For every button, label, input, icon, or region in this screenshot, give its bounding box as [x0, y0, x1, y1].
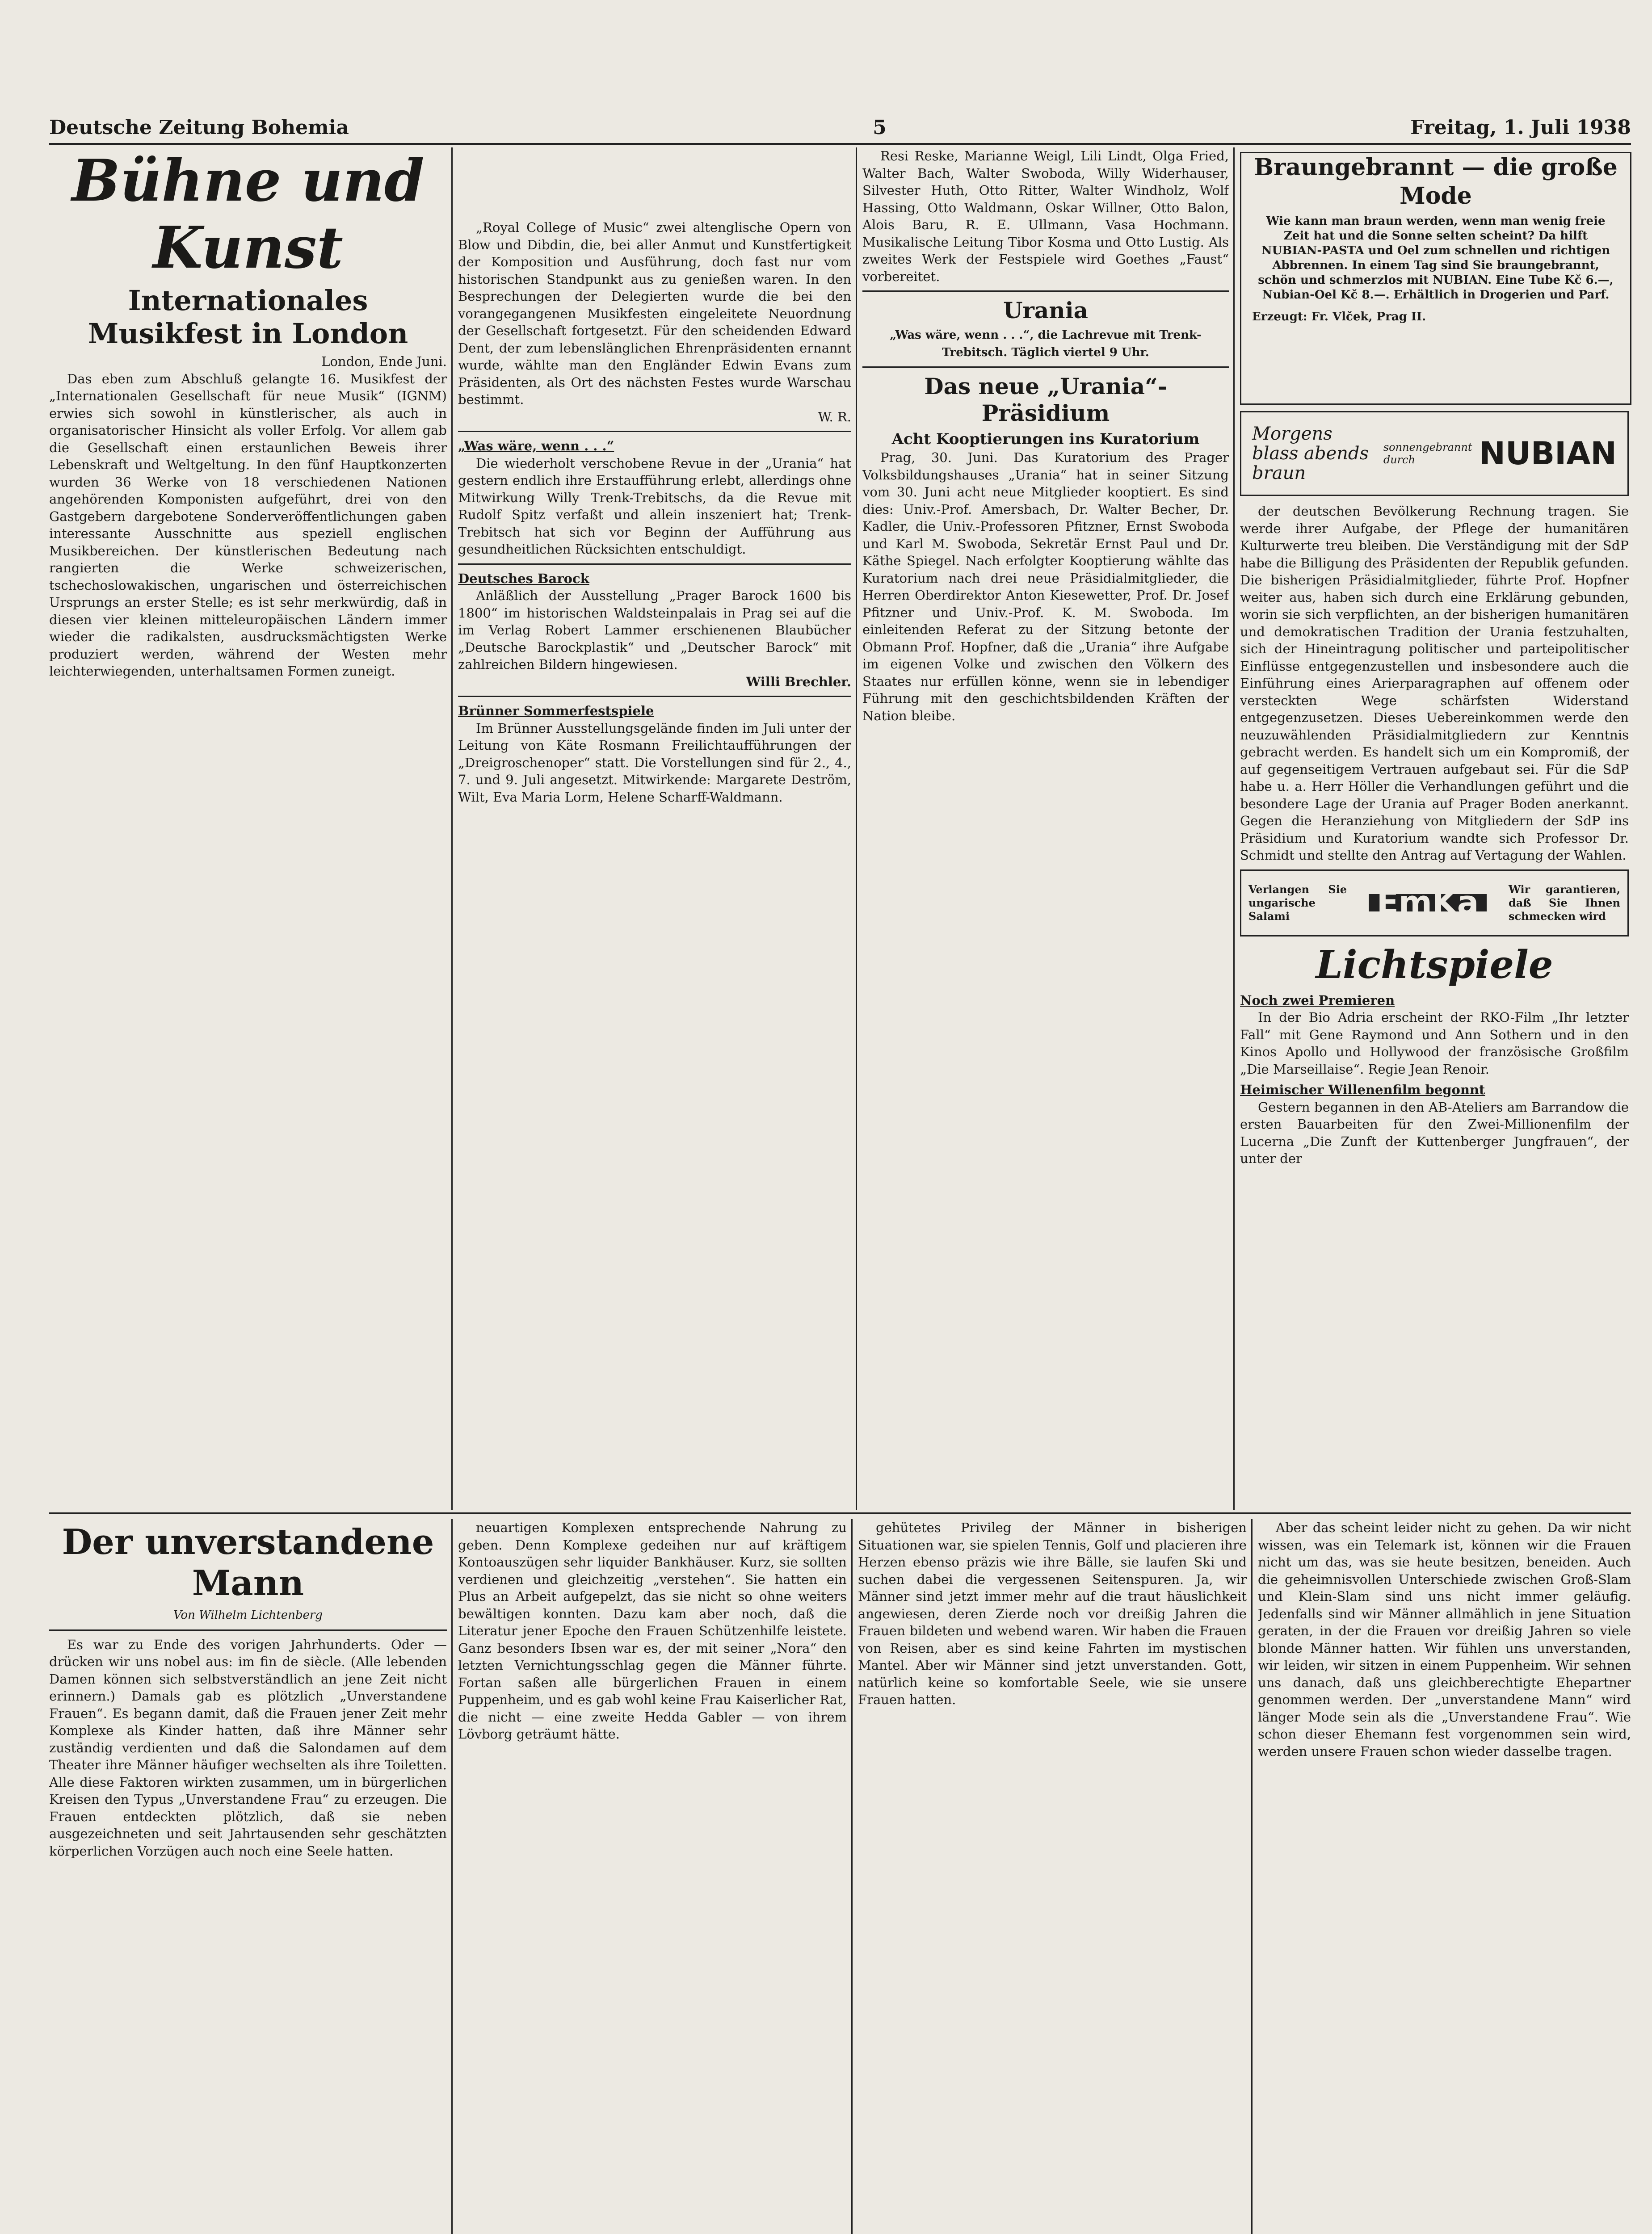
ad-maker: Erzeugt: Fr. Vlček, Prag II. [1252, 310, 1426, 323]
article-body-praesidium-continued: der deutschen Bevölkerung Rechnung tragen. Sie werde ihrer Aufgabe, der Pflege der humanitären Kulturwerte treu bleiben. Die Verständigung mit der SdP habe die Billigung des Präsidenten der Republik gefunden. Die bisherigen Präsidialmitglieder, führte Prof. Hopfner weiter aus, haben sich durch eine Erklärung gebunden, worin sie sich verpflichten, an der bisherigen humanitären und demokratischen Tradition der Urania festzuhalten, sich der Hineintragung politischer und parteipolitischer Einflüsse entgegenzustellen und insbesondere auch die Einführung eines Arierparagraphen auf offenem oder versteckten Wege schärfsten Widerstand entgegenzusetzen. Dieses Uebereinkommen werde den neuzuwählenden Präsidialmitgliedern zur Kenntnis gebracht werden. Es handelt sich um ein Kompromiß, der auf gegenseitigem Vertrauen aufgebaut sei. Für die SdP habe u. a. Herr Höller die Verhandlungen geführt und die besondere Lage der Urania auf Prager Boden anerkannt. Gegen die Heranziehung von Mitgliedern der SdP ins Präsidium und Kuratorium wandte sich Professor Dr. Schmidt und stellte den Antrag auf Vertagung der Wahlen. [1240, 504, 1629, 863]
feuilleton-column-d [1258, 1519, 1631, 2234]
headline-urania: Urania [1003, 297, 1089, 323]
ad-emka-right: Wir garantieren, daß Sie Ihnen schmecken wird [1509, 882, 1620, 923]
divider [862, 290, 1229, 292]
dateline: London, Ende Juni. [321, 354, 447, 369]
urania-notice: „Was wäre, wenn . . .“, die Lachrevue mit Trenk-Trebitsch. Täglich viertel 9 Uhr. [890, 328, 1202, 359]
feuilleton-text-d: Aber das scheint leider nicht zu gehen. Da wir nicht wissen, was ein Telemark ist, können wir die Frauen nicht um das, was sie heute besitzen, beneiden. Auch die geheimnisvollen Unterschiede zwischen Groß-Slam und Klein-Slam sind uns nicht immer geläufig. Jedenfalls sind wir Männer allmählich in jene Situation geraten, in der die Frauen vor dreißig Jahren so viele blonde Männer hatten. Wir fühlen uns unverstanden, wir leiden, wir sitzen in einem Puppenheim. Wir sehnen uns danach, daß uns gleichberechtigte Ehepartner genommen werden. Der „unverstandene Mann“ wird länger Mode sein als die „Unverstandene Frau“. Wie schon dieser Ehemann fest vorgenommen sein wird, werden unsere Frauen schon wieder dasselbe tragen. [1258, 1520, 1631, 1759]
page-number: 5 [873, 116, 887, 139]
column-divider [856, 147, 857, 1510]
article-title-musikfest: Internationales Musikfest in London [88, 284, 408, 350]
section-divider [49, 1512, 1631, 1514]
article-body-heimat: Gestern begannen in den AB-Ateliers am Barrandow die ersten Bauarbeiten für den Zwei-Millionenfilm der Lucerna „Die Zunft der Kuttenberger Jungfrauen“, der unter der [1240, 1099, 1629, 1166]
issue-date: Freitag, 1. Juli 1938 [1410, 116, 1631, 139]
feuilleton-column-b [458, 1519, 847, 2234]
headline-praesidium: Das neue „Urania“-Präsidium [924, 373, 1167, 426]
article-body-barock: Anläßlich der Ausstellung „Prager Barock 1600 bis 1800“ im historischen Waldsteinpalais in Prag sei auf die im Verlag Robert Lammer erschienenen Blaubücher „Deutsche Barockplastik“ und „Deutscher Barock“ mit zahlreichen Bildern hingewiesen. [458, 588, 851, 672]
headline-premieren: Noch zwei Premieren [1240, 992, 1395, 1008]
feuilleton-text-a: Es war zu Ende des vorigen Jahrhunderts. Oder — drücken wir uns nobel aus: im fin de siècle. (Alle lebenden Damen können sich selbstverständlich an jene Zeit nicht erinnern.) Damals gab es plötzlich „Unverstandene Frauen“. Es begann damit, daß die Frauen jener Zeit mehr Komplexe als Kinder hatten, daß ihre Männer sehr zuständig verdienten und daß die Salondamen auf dem Theater ihre Männer häufiger wechselten als ihre Toiletten. Alle diese Faktoren wirkten zusammen, um in bürgerlichen Kreisen den Typus „Unverstandene Frau“ zu erzeugen. Die Frauen entdeckten plötzlich, daß sie neben ausgezeichneten und seit Jahrtausenden sehr geschätzten körperlichen Vorzügen auch noch eine Seele hatten. [49, 1637, 447, 1859]
column-2 [458, 219, 851, 1506]
subheadline-praesidium: Acht Kooptierungen ins Kuratorium [891, 430, 1200, 448]
article-body-revue: Die wiederholt verschobene Revue in der „Urania“ hat gestern endlich ihre Erstaufführung erlebt, allerdings ohne Mitwirkung Willy Trenk-Trebitschs, da die Revue mit Rudolf Spitz verfaßt und allein inszeniert hat; Trenk-Trebitsch hat sich vor Beginn der Aufführung aus gesundheitlichen Rücksichten entschuldigt. [458, 455, 851, 557]
feuilleton-column-c [858, 1519, 1247, 2234]
ad-emka-brand: EmKa [1369, 894, 1487, 911]
divider [862, 366, 1229, 368]
feuilleton-title: Der unverstandene Mann [62, 1522, 434, 1604]
divider [49, 1629, 447, 1631]
article-body-musikfest: Das eben zum Abschluß gelangte 16. Musikfest der „Internationalen Gesellschaft für neue Musik“ (IGNM) erwies sich sowohl in künstlerischer, als auch in organisatorischer Hinsicht als voller Erfolg. Vor allem gab die Gesellschaft einen erstaunlichen Beweis ihrer Lebenskraft und Weltgeltung. In den fünf Hauptkonzerten wurden 36 Werke von 18 verschiedenen Nationen angehörenden Komponisten aufgeführt, drei von den Gastgebern dargebotene Sonderveröffentlichungen gaben interessante Ausschnitte aus speziell englischen Musikbereichen. Der künstlerischen Bedeutung nach rangierten die Werke schweizerischen, tschechoslowakischen, ungarischen und österreichischen Ursprungs an erster Stelle; es ist sehr merkwürdig, daß in diesen vier kleinen mitteleuropäischen Ländern immer wieder die radikalsten, ausdrucksmächtigsten Werke produziert werden, während der Westen mehr leichterwiegenden, unterhaltsamen Formen zuneigt. [49, 371, 447, 679]
signature-wr: W. R. [818, 409, 851, 424]
masthead [49, 112, 1631, 145]
column-divider [1233, 147, 1235, 1510]
feuilleton-author: Von Wilhelm Lichtenberg [173, 1608, 323, 1622]
feuilleton-text-b: neuartigen Komplexen entsprechende Nahrung zu geben. Denn Komplexe gedeihen nur auf kräftigem Kontoauszügen sehr liquider Bankhäuser. Kurz, sie sollten verdienen und gleichzeitig „verstehen“. Sie hatten ein Plus an Arbeit aufgepelzt, das sie nicht so ohne weiters bewältigen konnten. Dazu kam aber noch, daß die Literatur jener Epoche den Frauen Schützenhilfe leistete. Ganz besonders Ibsen war es, der mit seiner „Nora“ den letzten Vernichtungsschlag gegen die Männer führte. Fortan saßen alle bürgerlichen Frauen in einem Puppenheim, und es gab wohl keine Frau Kaiserlicher Rat, die nicht — eine zweite Hedda Gabler — von ihrem Lövborg geträumt hätte. [458, 1520, 847, 1742]
divider [458, 431, 851, 432]
section-title: Bühne und Kunst [71, 147, 425, 281]
headline-heimat: Heimischer Willenenfilm begonnt [1240, 1082, 1485, 1097]
ad-brand: NUBIAN [1479, 435, 1617, 472]
ad-nubian-text [1240, 152, 1631, 405]
signature-brechler: Willi Brechler. [746, 674, 851, 689]
ad-tagline: sonnengebrannt durch [1383, 441, 1472, 466]
article-body-brno: Im Brünner Ausstellungsgelände finden im Juli unter der Leitung von Käte Rosmann Freilichtaufführungen der „Dreigroschenoper“ statt. Die Vorstellungen sind für 2., 4., 7. und 9. Juli angesetzt. Mitwirkende: Margarete Deström, Wilt, Eva Maria Lorm, Helene Scharff-Waldmann. [458, 720, 851, 805]
column-1 [49, 147, 447, 1506]
divider [458, 563, 851, 565]
article-body-praesidium: Prag, 30. Juni. Das Kuratorium des Prager Volksbildungshauses „Urania“ hat in seiner Sitzung vom 30. Juni acht neue Mitglieder kooptiert. Es sind dies: Univ.-Prof. Amersbach, Dr. Walter Becher, Dr. Kadler, die Univ.-Professoren Pfitzner, Ernst Swoboda und Karl M. Swoboda, Sekretär Ernst Paul und Dr. Käthe Spiegel. Nach erfolgter Kooptierung wählte das Kuratorium nach drei neue Präsidialmitglieder, die Herren Oberdirektor Anton Kiesewetter, Prof. Dr. Josef Pfitzner und Univ.-Prof. K. M. Swoboda. Im einleitenden Referat zu der Sitzung betonte der Obmann Prof. Hopfner, daß die „Urania“ ihre Aufgabe im eigenen Volke und zwischen den Völkern des Staates nur erfüllen könne, wenn sie in lebendiger Führung mit den geschichtsbildenden Kräften der Nation bleibe. [862, 450, 1229, 723]
ad-title: Braungebrannt — die große Mode [1254, 154, 1618, 210]
ad-script: Morgens blass abends braun [1252, 424, 1369, 483]
ad-emka-left: Verlangen Sie ungarische Salami [1248, 882, 1347, 923]
column-3 [862, 147, 1229, 1506]
cast-list: Resi Reske, Marianne Weigl, Lili Lindt, Olga Fried, Walter Bach, Walter Swoboda, Willy Widerhauser, Silvester Huth, Otto Ritter, Walter Windholz, Wolf Hassing, Otto Waldmann, Oskar Willner, Otto Balon, Alois Baru, R. E. Ullmann, Vasa Hochmann. Musikalische Leitung Tibor Kosma und Otto Lustig. Als zweites Werk der Festspiele wird Goethes „Faust“ vorbereitet. [862, 148, 1229, 284]
headline-revue: „Was wäre, wenn . . .“ [458, 438, 614, 454]
article-body-continued: „Royal College of Music“ zwei altenglische Opern von Blow und Dibdin, die, bei aller Anmut und Kunstfertigkeit der Komposition und Ausführung, doch fast nur vom historischen Standpunkt aus zu genießen waren. In den Besprechungen der Delegierten wurde die bei den vorangegangenen Musikfesten eingeleitete Neuordnung der Gesellschaft fortgesetzt. Für den scheidenden Edward Dent, der zum lebenslänglichen Ehrenpräsidenten ernannt wurde, wählte man den Engländer Edwin Evans zum Präsidenten, als Ort des nächsten Festes wurde Warschau bestimmt. [458, 220, 851, 407]
article-body-premieren: In der Bio Adria erscheint der RKO-Film „Ihr letzter Fall“ mit Gene Raymond und Ann Sothern und in den Kinos Apollo und Hollywood der französische Großfilm „Die Marseillaise“. Regie Jean Renoir. [1240, 1010, 1629, 1077]
column-divider [451, 1519, 453, 2234]
headline-brno: Brünner Sommerfestspiele [458, 703, 654, 718]
ad-emka [1240, 869, 1629, 936]
divider [458, 696, 851, 697]
feuilleton-column-a [49, 1519, 447, 2234]
column-divider [1251, 1519, 1253, 2234]
ad-nubian-banner [1240, 411, 1629, 496]
column-4 [1240, 503, 1629, 1506]
column-divider [851, 1519, 853, 2234]
column-divider [451, 147, 453, 1510]
paper-name: Deutsche Zeitung Bohemia [49, 116, 349, 139]
ad-text: Wie kann man braun werden, wenn man wenig freie Zeit hat und die Sonne selten scheint? Da hilft NUBIAN-PASTA und Oel zum schnellen und richtigen Abbrennen. In einem Tag sind Sie braungebrannt, schön und schmerzlos mit NUBIAN. Eine Tube Kč 6.—, Nubian-Oel Kč 8.—. Erhältlich in Drogerien und Parf. [1258, 214, 1614, 302]
headline-barock: Deutsches Barock [458, 571, 589, 586]
headline-lichtspiele: Lichtspiele [1316, 942, 1553, 987]
feuilleton-text-c: gehütetes Privileg der Männer in bisherigen Situationen war, sie spielen Tennis, Golf und placieren ihre Herzen ebenso präzis wie ihre Bälle, sie laufen Ski und suchen dabei die vergessenen Seitenspuren. Ja, wir Männer sind jetzt immer mehr auf die traut häuslichkeit angewiesen, deren Zierde noch vor dreißig Jahren die Frauen bildeten und webend waren. Wir haben die Frauen von Reisen, aber es sind keine Fahrten im mystischen Mantel. Aber wir Männer sind jetzt unverstanden. Gott, natürlich keine so komfortable Seele, wie sie unsere Frauen hatten. [858, 1520, 1247, 1707]
